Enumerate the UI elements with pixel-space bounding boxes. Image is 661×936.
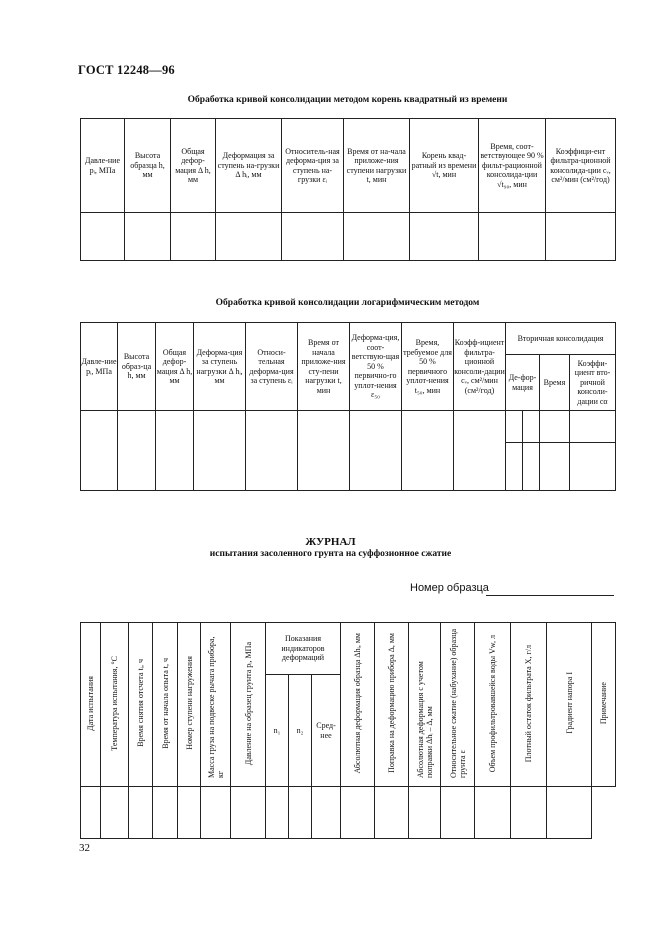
sample-number-label: Номер образца [410, 582, 489, 594]
t2-col-time: Время от начала приложе-ния сту-пени нагрузки t, мин [298, 323, 350, 411]
table1 [80, 118, 616, 261]
journal-table [80, 622, 616, 839]
t2-subcolumn-row [81, 411, 616, 443]
standard-number: ГОСТ 12248—96 [78, 63, 175, 77]
j-col-step-number: Номер ступени нагружения [178, 623, 201, 787]
j-col-corrected-deformation: Абсолютная деформация с учетом поправки Δhᵢ – Δ, мм [409, 623, 441, 787]
t2-col-height: Высота образ-ца h, мм [118, 323, 156, 411]
t2-group-secondary: Вторичная консолидация [506, 323, 616, 355]
page-number: 32 [79, 842, 90, 854]
t2-empty-row [81, 443, 616, 491]
j-col-filtered-water: Объем профильтровавшейся воды Vw, л [475, 623, 511, 787]
t2-col-secondary-time: Время [540, 355, 570, 411]
t1-col-relative-deformation: Относитель-ная деформа-ция за ступень на-грузки εᵢ [282, 119, 344, 213]
j-col-pressure: Давление на образец грунта pᵢ, МПа [231, 623, 266, 787]
t2-col-pressure: Давле-ние pᵢ, МПа [81, 323, 118, 411]
t1-col-time-90: Время, соот-ветствующее 90 % фильт-рационной консолида-ции √t₉₀, мин [479, 119, 546, 213]
t1-col-total-deformation: Общая дефор-мация Δ h, мм [171, 119, 216, 213]
t2-col-total-deformation: Общая дефор-мация Δ h, мм [156, 323, 194, 411]
table2 [80, 322, 616, 491]
j-col-note: Примечание [592, 623, 616, 787]
t2-col-time-50: Время, требуемое для 50 % первичного уплот-нения t₅₀, мин [402, 323, 454, 411]
j-col-date: Дата испытания [81, 623, 101, 787]
t1-empty-row [81, 213, 616, 261]
t2-col-secondary-coef: Коэффи-циент вто-ричной консоли-дации cα [570, 355, 616, 411]
j-col-temperature: Температура испытания, °С [101, 623, 129, 787]
t1-col-consolidation-coef: Коэффици-ент фильтра-ционной консолида-ции cᵥ, см²/мин (см²/год) [546, 119, 616, 213]
j-col-reading-time: Время снятия отсчета tᵢ, ч [129, 623, 153, 787]
j-col-dry-residue: Плотный остаток фильтрата Х, г/л [511, 623, 547, 787]
t2-col-deformation-50: Деформа-ция, соот-ветствую-щая 50 % первично-го уплот-нения ε₅₀ [350, 323, 402, 411]
j-col-relative-compression: Относительное сжатие (набухание) образца грунта ε [441, 623, 475, 787]
t2-col-secondary-deformation: Де-фор-мация [506, 355, 540, 411]
t1-col-time: Время от на-чала приложе-ния ступени нагрузки t, мин [344, 119, 410, 213]
t2-col-step-deformation: Деформа-ция за ступень нагрузки Δ hᵢ, мм [194, 323, 246, 411]
t1-col-height: Высота образца h, мм [125, 119, 171, 213]
journal-subtitle: испытания засоленного грунта на суффозионное сжатие [209, 549, 452, 559]
j-group-indicators: Показания индикаторов деформаций [266, 623, 341, 675]
t2-col-consolidation-coef: Коэфф-ициент фильтра-ционной консоли-дации cᵥ, см²/мин (см²/год) [454, 323, 506, 411]
sample-number-field[interactable] [486, 595, 614, 596]
journal-title: ЖУРНАЛ [305, 536, 356, 548]
table2-title: Обработка кривой консолидации логарифмическим методом [215, 298, 480, 308]
t1-col-pressure: Давле-ние pᵢ, МПа [81, 119, 125, 213]
t1-col-step-deformation: Деформация за ступень на-грузки Δ hᵢ, мм [216, 119, 282, 213]
j-col-head-gradient: Градиент напора I [547, 623, 592, 787]
table1-title: Обработка кривой консолидации методом корень квадратный из времени [187, 95, 508, 105]
j-col-n2: n₂ [289, 675, 312, 787]
t1-col-sqrt-time: Корень квад-ратный из времени √t, мин [410, 119, 479, 213]
j-empty-row [81, 787, 616, 839]
t2-col-relative-deformation: Относи-тельная деформа-ция за ступень εᵢ [246, 323, 298, 411]
j-col-average: Сред-нее [312, 675, 341, 787]
j-col-abs-deformation: Абсолютная деформация образца Δhᵢ, мм [341, 623, 375, 787]
j-col-load-mass: Масса груза на подвеске рычага прибора, кг [201, 623, 231, 787]
j-col-elapsed-time: Время от начала опыта t, ч [153, 623, 178, 787]
j-col-n1: n₁ [266, 675, 289, 787]
j-col-device-correction: Поправка на деформацию прибора Δ, мм [375, 623, 409, 787]
